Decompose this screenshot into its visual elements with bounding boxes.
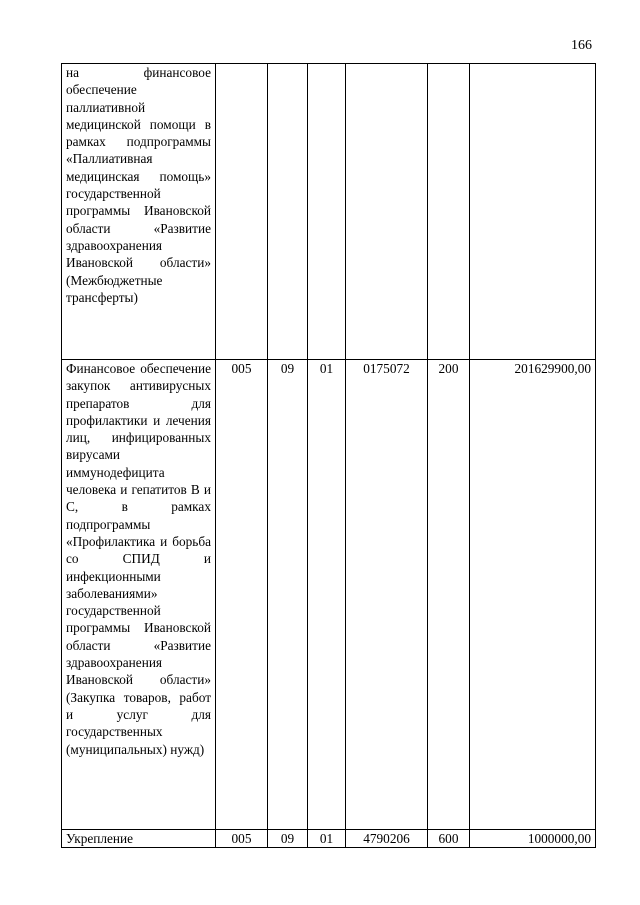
expense-type-cell [428,64,470,360]
row-description: Укрепление [62,830,216,848]
amount-cell: 1000000,00 [470,830,596,848]
row-description: на финансовое обеспечение паллиативной медицинской помощи в рамках подпрограммы «Паллиативная медицинская помощь» государственной программы Ивановской области «Развитие здравоохранения Ивановской области» (Межбюджетные трансферты) [62,64,216,360]
ministry-code-cell: 005 [216,360,268,830]
page-number: 166 [571,38,592,53]
section-code-cell: 09 [268,360,308,830]
expense-type-cell: 200 [428,360,470,830]
table-row [62,64,596,360]
subsection-code-cell [308,64,346,360]
table-row [62,360,596,830]
amount-cell: 201629900,00 [470,360,596,830]
target-article-cell: 0175072 [346,360,428,830]
ministry-code-cell [216,64,268,360]
ministry-code-cell: 005 [216,830,268,848]
subsection-code-cell: 01 [308,360,346,830]
budget-table [61,63,596,848]
target-article-cell: 4790206 [346,830,428,848]
row-description: Финансовое обеспечение закупок антивирусных препаратов для профилактики и лечения лиц, инфицированных вирусами иммунодефицита человека и гепатитов B и C, в рамках подпрограммы «Профилактика и борьба со СПИД и инфекционными заболеваниями» государственной программы Ивановской области «Развитие здравоохранения Ивановской области» (Закупка товаров, работ и услуг для государственных (муниципальных) нужд) [62,360,216,830]
subsection-code-cell: 01 [308,830,346,848]
expense-type-cell: 600 [428,830,470,848]
section-code-cell [268,64,308,360]
target-article-cell [346,64,428,360]
section-code-cell: 09 [268,830,308,848]
table-row [62,830,596,848]
amount-cell [470,64,596,360]
